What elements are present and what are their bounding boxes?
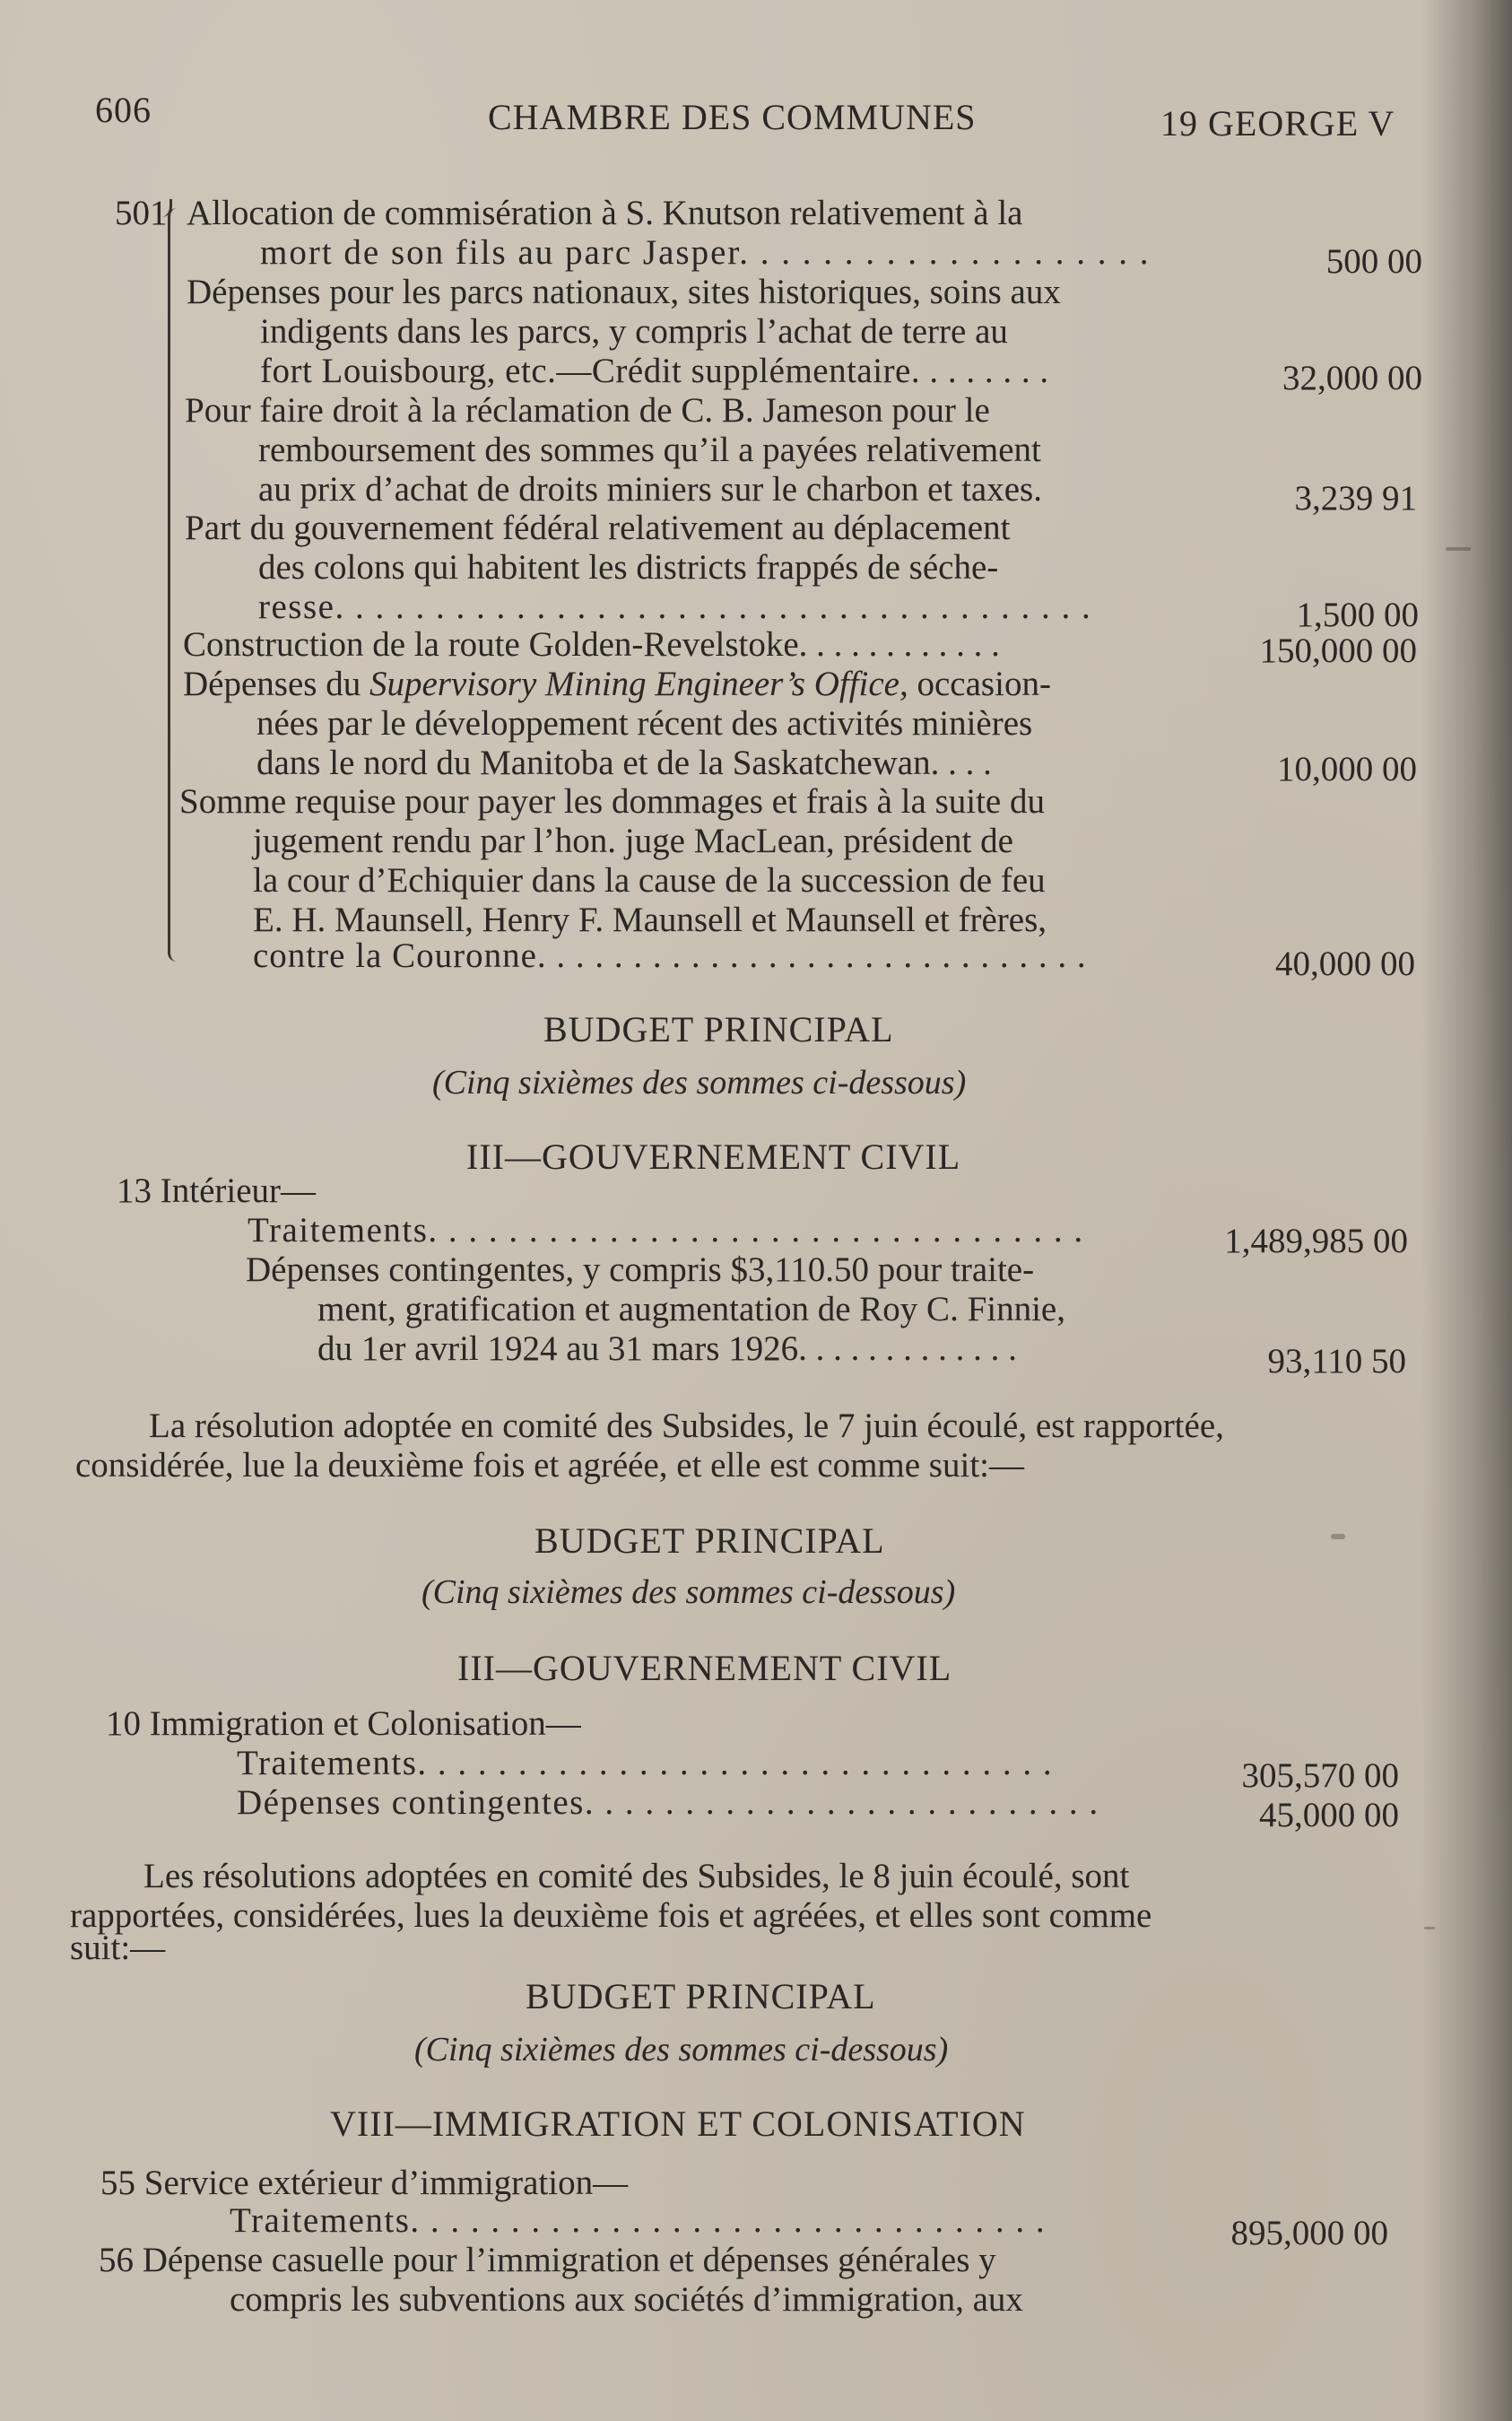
text-line: fort Louisbourg, etc.—Crédit supplémentaire. . . . . . . . <box>260 352 1049 390</box>
part-title: III—GOUVERNEMENT CIVIL <box>457 1648 952 1688</box>
text-line: Construction de la route Golden-Revelstoke. . . . . . . . . . . . <box>183 625 1000 664</box>
text-line: compris les subventions aux sociétés d’immigration, aux <box>230 2280 1023 2319</box>
paragraph-line: considérée, lue la deuxième fois et agréée, et elle est comme suit:— <box>75 1446 1024 1485</box>
amount: 93,110 50 <box>1267 1342 1406 1380</box>
paragraph-line: Les résolutions adoptées en comité des Subsides, le 8 juin écoulé, sont <box>143 1857 1130 1895</box>
text-line: Traitements. . . . . . . . . . . . . . . . . . . . . . . . . . . . . . . . <box>237 1744 1054 1782</box>
amount: 1,500 00 <box>1296 596 1419 634</box>
text-line: Dépenses contingentes. . . . . . . . . . . . . . . . . . . . . . . . . . <box>237 1783 1099 1822</box>
paragraph-line: rapportées, considérées, lues la deuxième fois et agréées, et elles sont comme <box>70 1896 1152 1935</box>
text-line: des colons qui habitent les districts frappés de séche- <box>258 548 999 587</box>
budget-subtitle: (Cinq sixièmes des sommes ci-dessous) <box>432 1064 967 1102</box>
text-line: ment, gratification et augmentation de Roy C. Finnie, <box>317 1290 1065 1328</box>
item-heading: 10 Immigration et Colonisation— <box>106 1704 581 1743</box>
budget-subtitle: (Cinq sixièmes des sommes ci-dessous) <box>421 1573 956 1611</box>
budget-title: BUDGET PRINCIPAL <box>543 1009 894 1049</box>
text-fragment: Dépenses du <box>183 665 361 703</box>
text-line: Dépenses pour les parcs nationaux, sites historiques, soins aux <box>187 273 1061 311</box>
amount: 500 00 <box>1325 242 1422 281</box>
paper-mark <box>1446 547 1471 551</box>
text-line: Somme requise pour payer les dommages et frais à la suite du <box>179 782 1045 821</box>
text-line: la cour d’Echiquier dans la cause de la succession de feu <box>253 861 1046 900</box>
grouping-brace <box>168 208 183 962</box>
amount: 40,000 00 <box>1275 945 1415 983</box>
text-line: au prix d’achat de droits miniers sur le charbon et taxes. <box>258 470 1042 509</box>
amount: 45,000 00 <box>1259 1796 1399 1834</box>
italic-office-name: Supervisory Mining Engineer’s Office, <box>369 665 908 703</box>
vote-number: 501 <box>115 194 168 232</box>
text-line: 56 Dépense casuelle pour l’immigration et dépenses générales y <box>99 2241 996 2279</box>
amount: 150,000 00 <box>1259 631 1417 670</box>
item-heading: 55 Service extérieur d’immigration— <box>100 2164 629 2202</box>
text-line: Pour faire droit à la réclamation de C. B. Jameson pour le <box>185 391 990 430</box>
text-line: mort de son fils au parc Jasper. . . . . . . . . . . . . . . . . . . . <box>260 233 1151 272</box>
text-line: contre la Couronne. . . . . . . . . . . . . . . . . . . . . . . . . . . . . <box>253 936 1087 975</box>
text-line: Dépenses contingentes, y compris $3,110.50 pour traite- <box>246 1250 1035 1289</box>
text-line: Part du gouvernement fédéral relativement au déplacement <box>185 509 1011 547</box>
running-title: CHAMBRE DES COMMUNES <box>488 97 977 137</box>
text-line: indigents dans les parcs, y compris l’achat de terre au <box>260 312 1008 351</box>
amount: 10,000 00 <box>1277 750 1417 788</box>
amount: 32,000 00 <box>1282 359 1422 397</box>
budget-title: BUDGET PRINCIPAL <box>526 1976 876 2016</box>
item-heading: 13 Intérieur— <box>117 1171 317 1210</box>
text-line: resse. . . . . . . . . . . . . . . . . . . . . . . . . . . . . . . . . . . . . . <box>258 588 1092 626</box>
text-line: du 1er avril 1924 au 31 mars 1926. . . . . . . . . . . . . <box>317 1329 1017 1368</box>
part-title: VIII—IMMIGRATION ET COLONISATION <box>330 2103 1026 2144</box>
amount: 1,489,985 00 <box>1224 1222 1408 1260</box>
text-line: E. H. Maunsell, Henry F. Maunsell et Maunsell et frères, <box>253 901 1047 939</box>
amount: 895,000 00 <box>1230 2214 1388 2252</box>
text-line <box>183 666 1051 701</box>
part-title: III—GOUVERNEMENT CIVIL <box>466 1136 961 1177</box>
text-line: nées par le développement récent des activités minières <box>256 704 1033 743</box>
paragraph-line: suit:— <box>70 1929 166 1967</box>
text-line: Traitements. . . . . . . . . . . . . . . . . . . . . . . . . . . . . . . . <box>230 2201 1047 2240</box>
session-label: 19 GEORGE V <box>1160 103 1395 144</box>
budget-title: BUDGET PRINCIPAL <box>534 1520 885 1561</box>
amount: 305,570 00 <box>1241 1756 1399 1795</box>
paper-mark <box>1424 1927 1435 1929</box>
text-line: Allocation de commisération à S. Knutson relativement à la <box>187 194 1023 232</box>
amount: 3,239 91 <box>1294 479 1417 518</box>
text-line: Traitements. . . . . . . . . . . . . . . . . . . . . . . . . . . . . . . . . <box>248 1211 1084 1250</box>
text-line: dans le nord du Manitoba et de la Saskatchewan. . . . <box>256 744 992 782</box>
text-line: remboursement des sommes qu’il a payées relativement <box>258 431 1041 469</box>
text-line: jugement rendu par l’hon. juge MacLean, président de <box>253 822 1013 860</box>
paragraph-line: La résolution adoptée en comité des Subsides, le 7 juin écoulé, est rapportée, <box>149 1406 1224 1445</box>
budget-subtitle: (Cinq sixièmes des sommes ci-dessous) <box>414 2031 949 2068</box>
page-number: 606 <box>95 90 152 130</box>
paper-mark <box>1331 1534 1345 1539</box>
text-fragment: occasion- <box>917 665 1051 703</box>
